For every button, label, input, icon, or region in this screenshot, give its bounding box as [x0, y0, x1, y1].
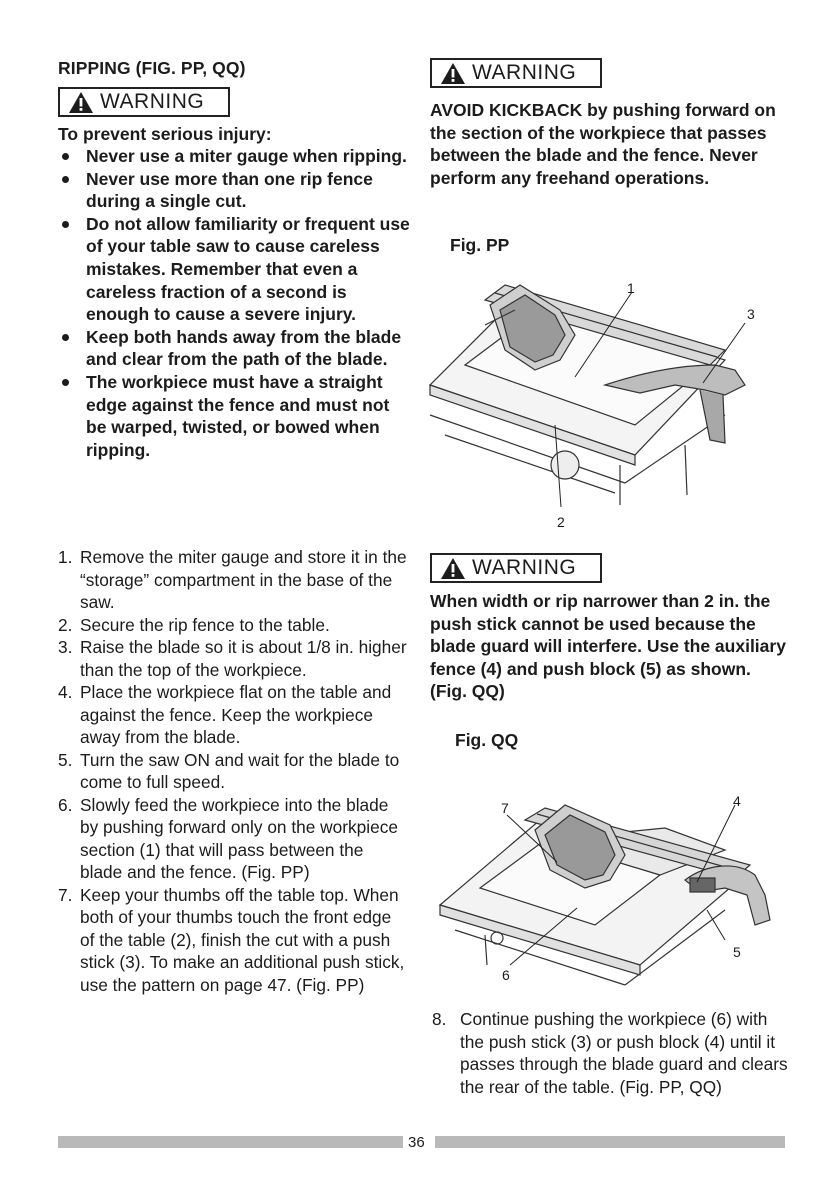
step-item — [58, 614, 410, 637]
step-item — [58, 546, 410, 614]
warning-box-left — [58, 87, 230, 117]
bullet-item — [58, 371, 410, 461]
step-number: 4. — [58, 682, 73, 702]
step-text: Continue pushing the workpiece (6) with the push stick (3) or push block (4) until it passes through the blade guard and clears the rear of the table. (Fig. PP, QQ) — [460, 1009, 788, 1097]
bullet-item — [58, 326, 410, 371]
step-text: Remove the miter gauge and store it in the “storage” compartment in the base of the saw. — [80, 547, 407, 612]
bullet-item — [58, 168, 410, 213]
fig-pp-callout: 3 — [747, 306, 755, 322]
step-text: Raise the blade so it is about 1/8 in. higher than the top of the workpiece. — [80, 637, 407, 680]
fig-qq-label: Fig. QQ — [455, 730, 519, 750]
step-text: Place the workpiece flat on the table and against the fence. Keep the workpiece away from the blade. — [80, 682, 392, 747]
fig-pp-illustration — [425, 265, 770, 520]
bullet-dot — [62, 334, 69, 341]
fig-pp-callout: 1 — [627, 280, 635, 296]
bullet-text: Never use more than one rip fence during a single cut. — [86, 168, 373, 212]
step-item — [58, 749, 410, 794]
page-number: 36 — [408, 1134, 425, 1151]
step-number: 1. — [58, 547, 73, 567]
step-text: Slowly feed the workpiece into the blade by pushing forward only on the workpiece section (1) that will pass between the blade and the fence. (Fig. PP) — [80, 794, 398, 882]
fig-pp-label: Fig. PP — [450, 235, 510, 255]
warning-box-kickback — [430, 58, 602, 88]
bullet-text: Do not allow familiarity or frequent use of your table saw to cause careless mistakes. Remember that even a careless fraction of a second is enough to cause a severe injury. — [86, 213, 410, 325]
step-number: 5. — [58, 749, 73, 770]
warning-label: WARNING — [472, 556, 577, 579]
step-item — [432, 1008, 788, 1098]
step-text: Turn the saw ON and wait for the blade to come to full speed. — [80, 749, 400, 792]
fig-qq-callout: 6 — [502, 967, 510, 983]
step-text: Keep your thumbs off the table top. When both of your thumbs touch the front edge of the table (2), finish the cut with a push stick (3). To make an additional push stick, use the pattern on page 47. (Fig. PP) — [80, 884, 405, 995]
step-item — [58, 884, 410, 997]
warning-bullets — [58, 145, 410, 461]
fig-qq-callout: 7 — [501, 800, 509, 816]
bullet-dot — [62, 153, 69, 160]
intro-text: To prevent serious injury: — [58, 124, 272, 144]
bullet-text: Never use a miter gauge when ripping. — [86, 146, 407, 166]
warning-triangle-icon — [68, 91, 94, 114]
step-item — [58, 794, 410, 884]
step-number: 8. — [432, 1009, 447, 1029]
step-number: 7. — [58, 884, 73, 905]
bullet-item — [58, 213, 410, 326]
warning-label: WARNING — [100, 90, 205, 113]
kickback-warning-text: AVOID KICKBACK by pushing forward on the section of the workpiece that passes between the blade and the fence. Never perform any freehand operations. — [430, 100, 776, 188]
fig-qq-callout: 4 — [733, 793, 741, 809]
ripping-steps — [58, 546, 410, 996]
step-item — [58, 681, 410, 749]
fig-pp-callout: 2 — [557, 514, 565, 530]
continue-steps — [432, 1008, 788, 1098]
warning-triangle-icon — [440, 557, 466, 580]
step-number: 6. — [58, 794, 73, 815]
warning-label: WARNING — [472, 61, 577, 84]
bullet-text: The workpiece must have a straight edge against the fence and must not be warped, twisted, or bowed when ripping. — [86, 371, 390, 460]
bullet-dot — [62, 221, 69, 228]
step-text: Secure the rip fence to the table. — [80, 614, 330, 635]
fig-qq-illustration — [425, 780, 785, 1005]
bullet-text: Keep both hands away from the blade and clear from the path of the blade. — [86, 326, 402, 370]
warning-triangle-icon — [440, 62, 466, 85]
step-number: 3. — [58, 637, 73, 657]
footer-bar-right — [435, 1136, 785, 1148]
step-number: 2. — [58, 614, 73, 635]
footer-bar-left — [58, 1136, 403, 1148]
fig-qq-callout: 5 — [733, 944, 741, 960]
section-title: RIPPING (FIG. PP, QQ) — [58, 58, 246, 78]
narrow-rip-warning-text: When width or rip narrower than 2 in. the push stick cannot be used because the blade guard will interfere. Use the auxiliary fence (4) and push block (5) as shown. (Fig. QQ) — [430, 591, 786, 702]
bullet-item — [58, 145, 410, 168]
bullet-dot — [62, 379, 69, 386]
bullet-dot — [62, 176, 69, 183]
warning-box-narrow-rip — [430, 553, 602, 583]
step-item — [58, 636, 410, 681]
